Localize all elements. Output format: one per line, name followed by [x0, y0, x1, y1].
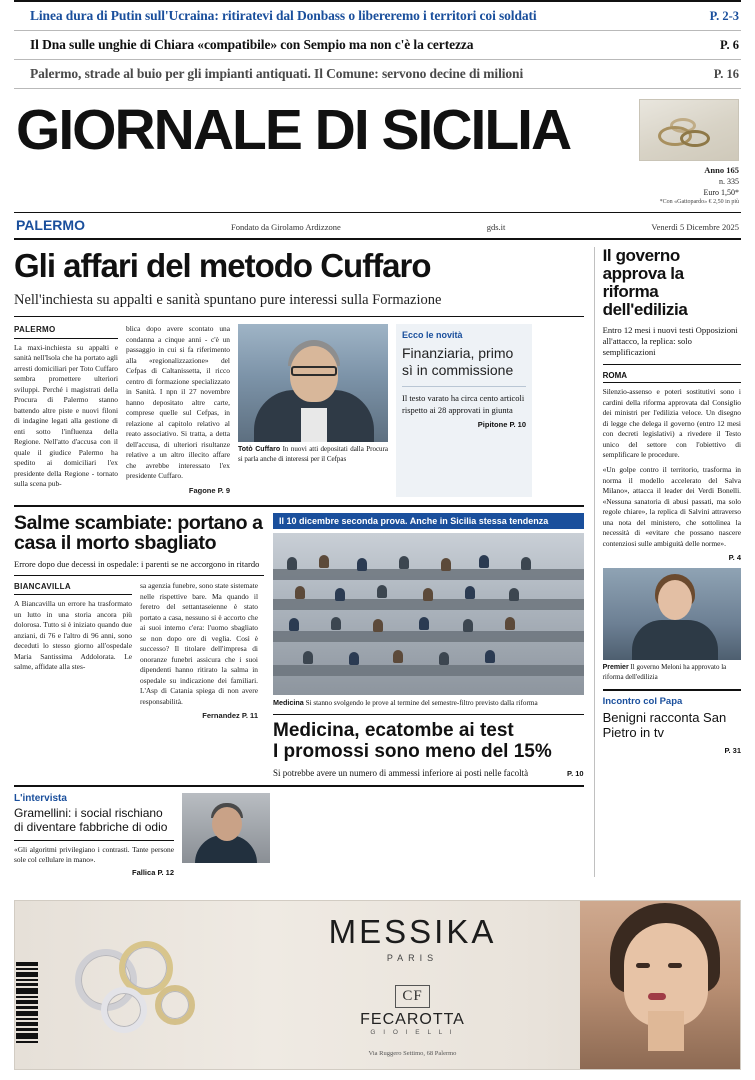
ad-model-image — [580, 901, 740, 1069]
lead-photo-block — [238, 324, 388, 496]
lead-column-2 — [126, 324, 230, 496]
lead-subhead: Nell'inchiesta su appalti e sanità spuntano pure interessi sulla Formazione — [14, 291, 584, 317]
issue-info — [639, 165, 739, 206]
jeweler-monogram: CF — [395, 985, 429, 1008]
salme-kicker: BIANCAVILLA — [14, 581, 132, 595]
salme-byline[interactable]: Fernandez P. 11 — [202, 711, 258, 721]
photo-caption-lead: Medicina — [273, 697, 304, 707]
interview-kicker: L'intervista — [14, 793, 67, 805]
photo-caption-text: In nuovi atti depositati dalla Procura si parla anche di interessi per il Cefpas — [238, 445, 388, 464]
ad-rings-image — [15, 901, 245, 1069]
salme-headline: Salme scambiate: portano a casa il morto sbagliato — [14, 511, 263, 555]
lead-headline[interactable]: Gli affari del metodo Cuffaro — [14, 247, 431, 285]
interview-title: Gramellini: i social rischiano di diventare fabbriche di odio — [14, 806, 168, 834]
lecture-hall-photo — [273, 533, 584, 695]
finanziaria-kicker: Ecco le novità — [402, 330, 463, 341]
governo-headline[interactable]: Il governo approva la riforma dell'edilizia — [602, 246, 688, 320]
masthead-promo — [639, 99, 739, 206]
finanziaria-title: Finanziaria, primo sì in commissione — [402, 345, 514, 378]
medicina-photo-caption — [273, 698, 584, 709]
ad-text-block — [245, 913, 580, 1057]
teaser-text: Palermo, strade al buio per gli impianti antiquati. Il Comune: servono decine di milioni — [30, 66, 524, 81]
jewelry-promo-image — [639, 99, 739, 161]
papa-kicker: Incontro col Papa — [602, 695, 683, 707]
finanziaria-box[interactable] — [396, 324, 532, 496]
teaser-page-ref: P. 16 — [713, 66, 739, 81]
founder-line: Fondato da Girolamo Ardizzone — [230, 222, 341, 233]
right-column — [594, 247, 741, 877]
interview-byline[interactable]: Fallica P. 12 — [132, 868, 174, 878]
section-divider — [14, 505, 584, 507]
teaser-page-ref: P. 2-3 — [709, 8, 739, 23]
masthead — [14, 89, 741, 206]
teaser-text: Il Dna sulle unghie di Chiara «compatibile» con Sempio ma non c'è la certezza — [30, 37, 474, 52]
governo-body — [603, 387, 741, 549]
lead-byline[interactable]: Fagone P. 9 — [188, 486, 230, 495]
papa-box[interactable] — [603, 689, 741, 755]
papa-title: Benigni racconta San Pietro in tv — [602, 709, 727, 740]
finanziaria-byline[interactable]: Pipitone P. 10 — [477, 420, 526, 430]
advertisement[interactable] — [14, 900, 741, 1070]
governo-page-ref[interactable]: P. 4 — [728, 553, 741, 563]
governo-text-2: «Un golpe contro il territorio, trasforma in norma il modello accelerato del Salva Milano», attacca il leader dei Verdi Bonelli. «Nessuna sanatoria di abusi passati, ma solo regole chiare», la replica di Salvini attraverso una nota del ministero, che sottolinea la necessità di «evitare che possano nascere contenziosi sulle ambiguità delle norme». — [602, 464, 741, 548]
teaser-item[interactable] — [14, 2, 741, 31]
lead-text-1: La maxi-inchiesta su appalti e sanità nell'Isola che ha portato agli arresti domiciliari per Toto Cuffaro sembra promettere ulteriori sviluppi. Perché i magistrati della Procura di Palermo stanno battendo altre piste e nuovi filoni di indagine legati alla gestione di enti sotto l'influenza della Regione. Nell'atto d'accusa con il quale il giudice Palermo ha spedito ai domiciliari l'ex presidente della Regione - tornato sulla scena pub- — [14, 342, 118, 489]
photo-caption-text: Il governo Meloni ha approvato la riforma dell'edilizia — [602, 663, 727, 681]
issue-price-note: *Con «Gattopardo» € 2,50 in più — [659, 199, 739, 206]
jeweler-tagline: G I O I E L L I — [370, 1029, 455, 1036]
teaser-page-ref: P. 6 — [720, 37, 739, 52]
teaser-item[interactable] — [14, 60, 741, 89]
salme-column-2 — [140, 581, 258, 722]
ad-brand: MESSIKA — [328, 913, 497, 950]
interview-quote: «Gli algoritmi privilegiano i contrasti. Tante persone sole col cellulare in mano». — [14, 840, 174, 866]
issue-price: Euro 1,50* — [703, 187, 739, 197]
website-url[interactable]: gds.it — [486, 222, 506, 233]
lead-text-2: blica dopo avere scontato una condanna a cinque anni - c'è un passaggio in cui si fa riferimento alla «regionalizzazione» del Cefpas di Caltanissetta, il ricco centro di formazione specializzato in Sanità. I npn il 27 novembre hanno depositato altre carte, comprese quelle sul Cefpas, in relazione al capitolo relativo al reato associativo. Si tratta, a detta dell'accusa, di ulteriori risultanze relative a un altro illecito affare che avrebbe interessato l'ex presidente Cuffaro. — [126, 324, 230, 481]
jeweler-name: FECAROTTA — [360, 1011, 465, 1028]
photo-caption-text: Si stanno svolgendo le prove al termine del semestre-filtro previsto dalla riforma — [305, 698, 538, 707]
lead-article — [14, 324, 584, 496]
salme-article[interactable] — [14, 513, 264, 779]
medicina-dek: Si potrebbe avere un numero di ammessi inferiore ai posti nelle facoltà — [273, 768, 529, 779]
ad-jeweler — [245, 985, 580, 1057]
barcode — [16, 962, 38, 1046]
medicina-article[interactable] — [273, 513, 584, 779]
teaser-text: Linea dura di Putin sull'Ucraina: ritiratevi dal Donbass o libereremo i territori coi soldati — [30, 8, 537, 23]
masthead-title: GIORNALE DI SICILIA — [16, 98, 571, 162]
cuffaro-photo — [238, 324, 388, 442]
finanziaria-text: Il testo varato ha circa cento articoli rispetto ai 28 approvati in giunta — [402, 386, 526, 416]
salme-text-2: sa agenzia funebre, sono state sistemate nelle rispettive bare. Ma quando il feretro del settantaseienne è stato portato a casa, nessuno si è accorto che ai suoi interno c'era: l'uomo sbagliato se non dopo ore di veglia. Così è successo? Il titolare dell'impresa di onoranze funebri assicura che i suoi dipendenti hanno ritirato la salma in ospedale su indicazione dei familiari. L'Asp di Catania spiega di non avere responsabilità. — [140, 581, 258, 706]
governo-kicker: ROMA — [603, 371, 741, 383]
lead-column-1 — [14, 324, 118, 496]
teaser-item[interactable] — [14, 31, 741, 60]
governo-dek: Entro 12 mesi i nuovi testi Opposizioni all'attacco, la replica: solo semplificazioni — [603, 325, 741, 366]
medicina-dek-row — [273, 768, 584, 778]
teaser-bar — [14, 0, 741, 89]
meloni-photo — [603, 568, 741, 660]
lead-photo-caption — [238, 445, 388, 465]
medicina-strip: Il 10 dicembre seconda prova. Anche in Sicilia stessa tendenza — [273, 513, 584, 529]
interview-article[interactable] — [14, 785, 584, 877]
governo-text-1: Silenzio-assenso e poteri sostitutivi sono i cardini della riforma approvata dal Consiglio dei ministri per l'edilizia veloce. Un disegno di legge che delega il governo (entro 12 mesi con decreti legislativi) a rivedere il Testo unico del settore con l'obiettivo di semplificare le procedure. — [602, 387, 741, 460]
meloni-photo-caption — [603, 663, 741, 682]
content-grid — [14, 247, 741, 877]
second-section — [14, 513, 584, 779]
photo-caption-lead: Totò Cuffaro — [238, 446, 281, 454]
ad-brand-sub: PARIS — [386, 953, 439, 963]
medicina-page-ref[interactable]: P. 10 — [567, 769, 584, 779]
main-column — [14, 247, 584, 877]
lead-kicker: PALERMO — [14, 324, 118, 338]
issue-number: n. 335 — [719, 176, 739, 186]
issue-year: Anno 165 — [704, 165, 739, 175]
salme-dek: Errore dopo due decessi in ospedale: i parenti se ne accorgono in ritardo — [14, 559, 264, 576]
medicina-headline: Medicina, ecatombe ai test I promossi sono meno del 15% — [273, 714, 584, 763]
jeweler-address: Via Ruggero Settimo, 68 Palermo — [368, 1050, 457, 1057]
gramellini-photo — [182, 793, 270, 863]
salme-text-1: A Biancavilla un errore ha trasformato un lutto in una storia ancora più dolorosa. Tutto si è iniziato quando due anziani, di 76 e l'altro di 96 anni, sono deceduti lo stesso giorno all'ospedale Maria Santissima Addolorata. Le salme, affidate alla stes- — [14, 599, 132, 672]
photo-caption-lead: Premier — [602, 664, 629, 672]
salme-column-1 — [14, 581, 132, 722]
masthead-meta — [14, 212, 741, 240]
edition-city: PALERMO — [16, 217, 85, 234]
papa-page-ref[interactable]: P. 31 — [724, 745, 741, 755]
issue-date: Venerdì 5 Dicembre 2025 — [651, 222, 739, 233]
